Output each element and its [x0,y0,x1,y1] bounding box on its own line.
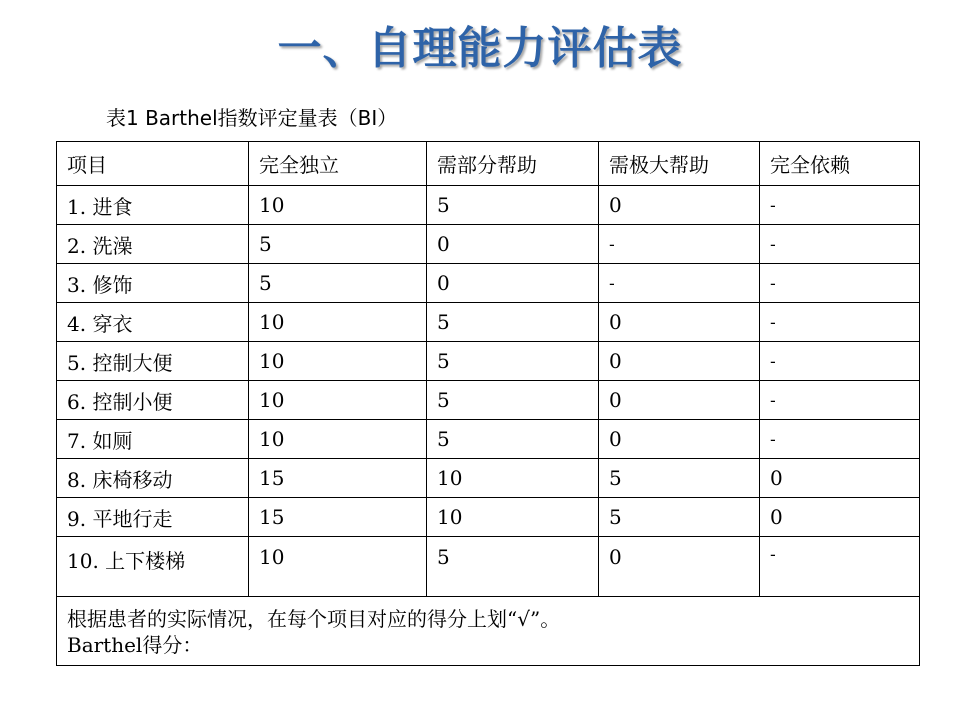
score-cell: 5 [599,459,760,498]
score-cell: 10 [427,459,599,498]
header-fully-dependent: 完全依赖 [760,142,920,186]
score-cell: 15 [249,498,427,537]
score-cell: - [760,420,920,459]
score-cell: 5 [249,225,427,264]
score-cell: 5 [249,264,427,303]
header-partial-help: 需部分帮助 [427,142,599,186]
score-cell: - [760,342,920,381]
barthel-index-table [56,141,920,666]
row-item: 6. 控制小便 [57,381,249,420]
score-cell: - [760,264,920,303]
score-cell: 0 [599,381,760,420]
score-cell: - [760,381,920,420]
score-cell: 10 [249,420,427,459]
score-cell: 10 [249,303,427,342]
table-row [57,303,920,342]
slide-title: 一、自理能力评估表 [277,23,683,74]
score-cell: 0 [427,225,599,264]
score-cell: 0 [760,498,920,537]
score-cell: 0 [760,459,920,498]
note-score-label: Barthel得分： [67,633,203,657]
score-cell: - [599,264,760,303]
table-row [57,381,920,420]
header-fully-independent: 完全独立 [249,142,427,186]
score-cell: 0 [599,537,760,597]
table-row [57,537,920,597]
table-caption: 表1 Barthel指数评定量表（BI） [106,106,398,130]
score-cell: 0 [599,303,760,342]
header-extensive-help: 需极大帮助 [599,142,760,186]
score-cell: 15 [249,459,427,498]
table-header-row [57,142,920,186]
row-item: 7. 如厕 [57,420,249,459]
table-row [57,342,920,381]
header-item: 项目 [57,142,249,186]
table-note-row [57,597,920,666]
score-cell: 10 [427,498,599,537]
row-item: 5. 控制大便 [57,342,249,381]
score-cell: - [760,537,920,597]
table-row [57,498,920,537]
row-item: 2. 洗澡 [57,225,249,264]
score-cell: 5 [427,420,599,459]
score-cell: 5 [427,303,599,342]
table-row [57,186,920,225]
score-cell: 10 [249,342,427,381]
score-cell: 10 [249,381,427,420]
score-cell: 10 [249,186,427,225]
row-item: 3. 修饰 [57,264,249,303]
score-cell: 10 [249,537,427,597]
table-row [57,459,920,498]
score-cell: 5 [599,498,760,537]
row-item: 10. 上下楼梯 [57,537,249,597]
score-cell: 0 [427,264,599,303]
score-cell: 0 [599,420,760,459]
score-cell: - [599,225,760,264]
row-item: 4. 穿衣 [57,303,249,342]
note-instruction: 根据患者的实际情况，在每个项目对应的得分上划“√”。 [67,607,561,631]
score-cell: - [760,303,920,342]
row-item: 1. 进食 [57,186,249,225]
score-cell: - [760,225,920,264]
table-row [57,420,920,459]
row-item: 9. 平地行走 [57,498,249,537]
score-cell: - [760,186,920,225]
table-note [57,597,920,666]
score-cell: 0 [599,342,760,381]
row-item: 8. 床椅移动 [57,459,249,498]
table-row [57,225,920,264]
score-cell: 0 [599,186,760,225]
score-cell: 5 [427,537,599,597]
score-cell: 5 [427,342,599,381]
table-row [57,264,920,303]
score-cell: 5 [427,381,599,420]
score-cell: 5 [427,186,599,225]
